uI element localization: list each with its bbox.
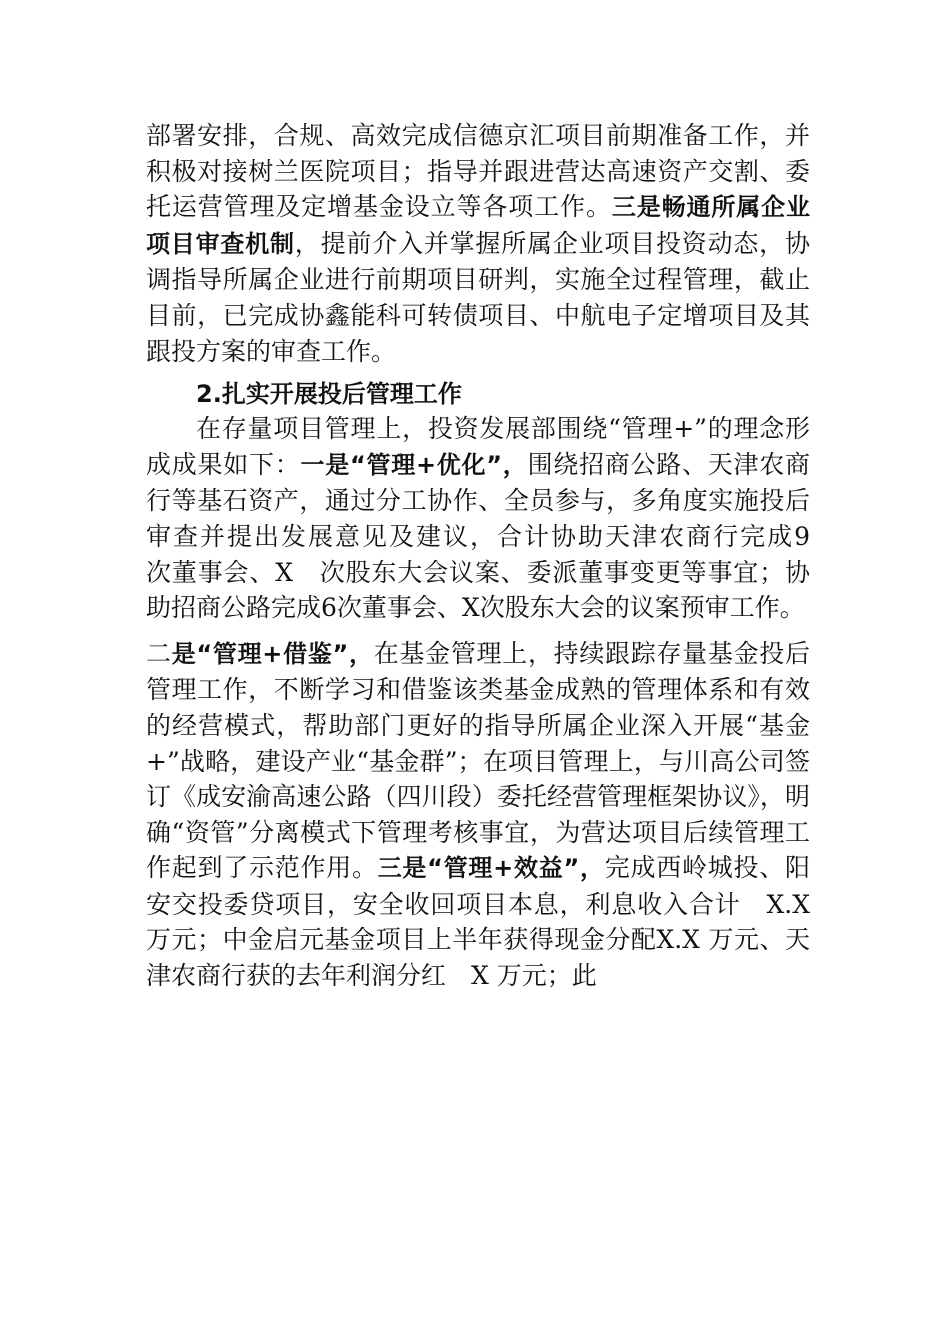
paragraph-text: 围绕招商公路、天津农商行等基石资产，通过分工协作、全员参与，多角度实施投后审查并提出发展意见及建议，合计协助天津农商行完成9 次董事会、X 次股东大会议案、委派董事变更等事宜；协助招商公路完成6次董事会、X次股东大会的议案预审工作。: [146, 449, 836, 623]
paragraph-post-investment: [146, 411, 836, 626]
paragraph-text: 在基金管理上，持续跟踪存量基金投后管理工作，不断学习和借鉴该类基金成熟的管理体系和有效的经营模式，帮助部门更好的指导所属企业深入开展“基金+”战略，建设产业“基金群”；在项目管理上，与川高公司签订《成安渝高速公路（四川段）委托经营管理框架协议》，明确“资管”分离模式下管理考核事宜，为营达项目后续管理工作起到了示范作用。: [146, 638, 810, 883]
paragraph-project-review: [146, 118, 810, 369]
paragraph-fund-management: [146, 636, 810, 994]
section-heading: 2.扎实开展投后管理工作: [196, 380, 462, 409]
bold-highlight: 三是“管理+效益”，: [377, 854, 605, 883]
bold-highlight: 三是畅通所属企业项目审查机制: [146, 193, 810, 258]
bold-highlight: 是“管理+借鉴”，: [171, 639, 374, 668]
bold-highlight: 一是“管理+优化”，: [300, 450, 528, 479]
paragraph-text: 在存量项目管理上，投资发展部围绕“管理+”的理念形成成果如下：: [146, 414, 810, 479]
paragraph-text: 二: [146, 638, 172, 668]
document-body: [146, 118, 836, 994]
paragraph-text: 完成西岭城投、阳安交投委贷项目，安全收回项目本息，利息收入合计 X.X 万元；中金启元基金项目上半年获得现金分配X.X 万元、天津农商行获的去年利润分红 X 万元；此: [146, 853, 810, 991]
paragraph-text: 部署安排，合规、高效完成信德京汇项目前期准备工作，并积极对接树兰医院项目；指导并跟进营达高速资产交割、委托运营管理及定增基金设立等各项工作。: [146, 121, 810, 222]
paragraph-text: ，提前介入并掌握所属企业项目投资动态，协调指导所属企业进行前期项目研判，实施全过程管理，截止目前，已完成协鑫能科可转债项目、中航电子定增项目及其跟投方案的审查工作。: [146, 228, 810, 366]
